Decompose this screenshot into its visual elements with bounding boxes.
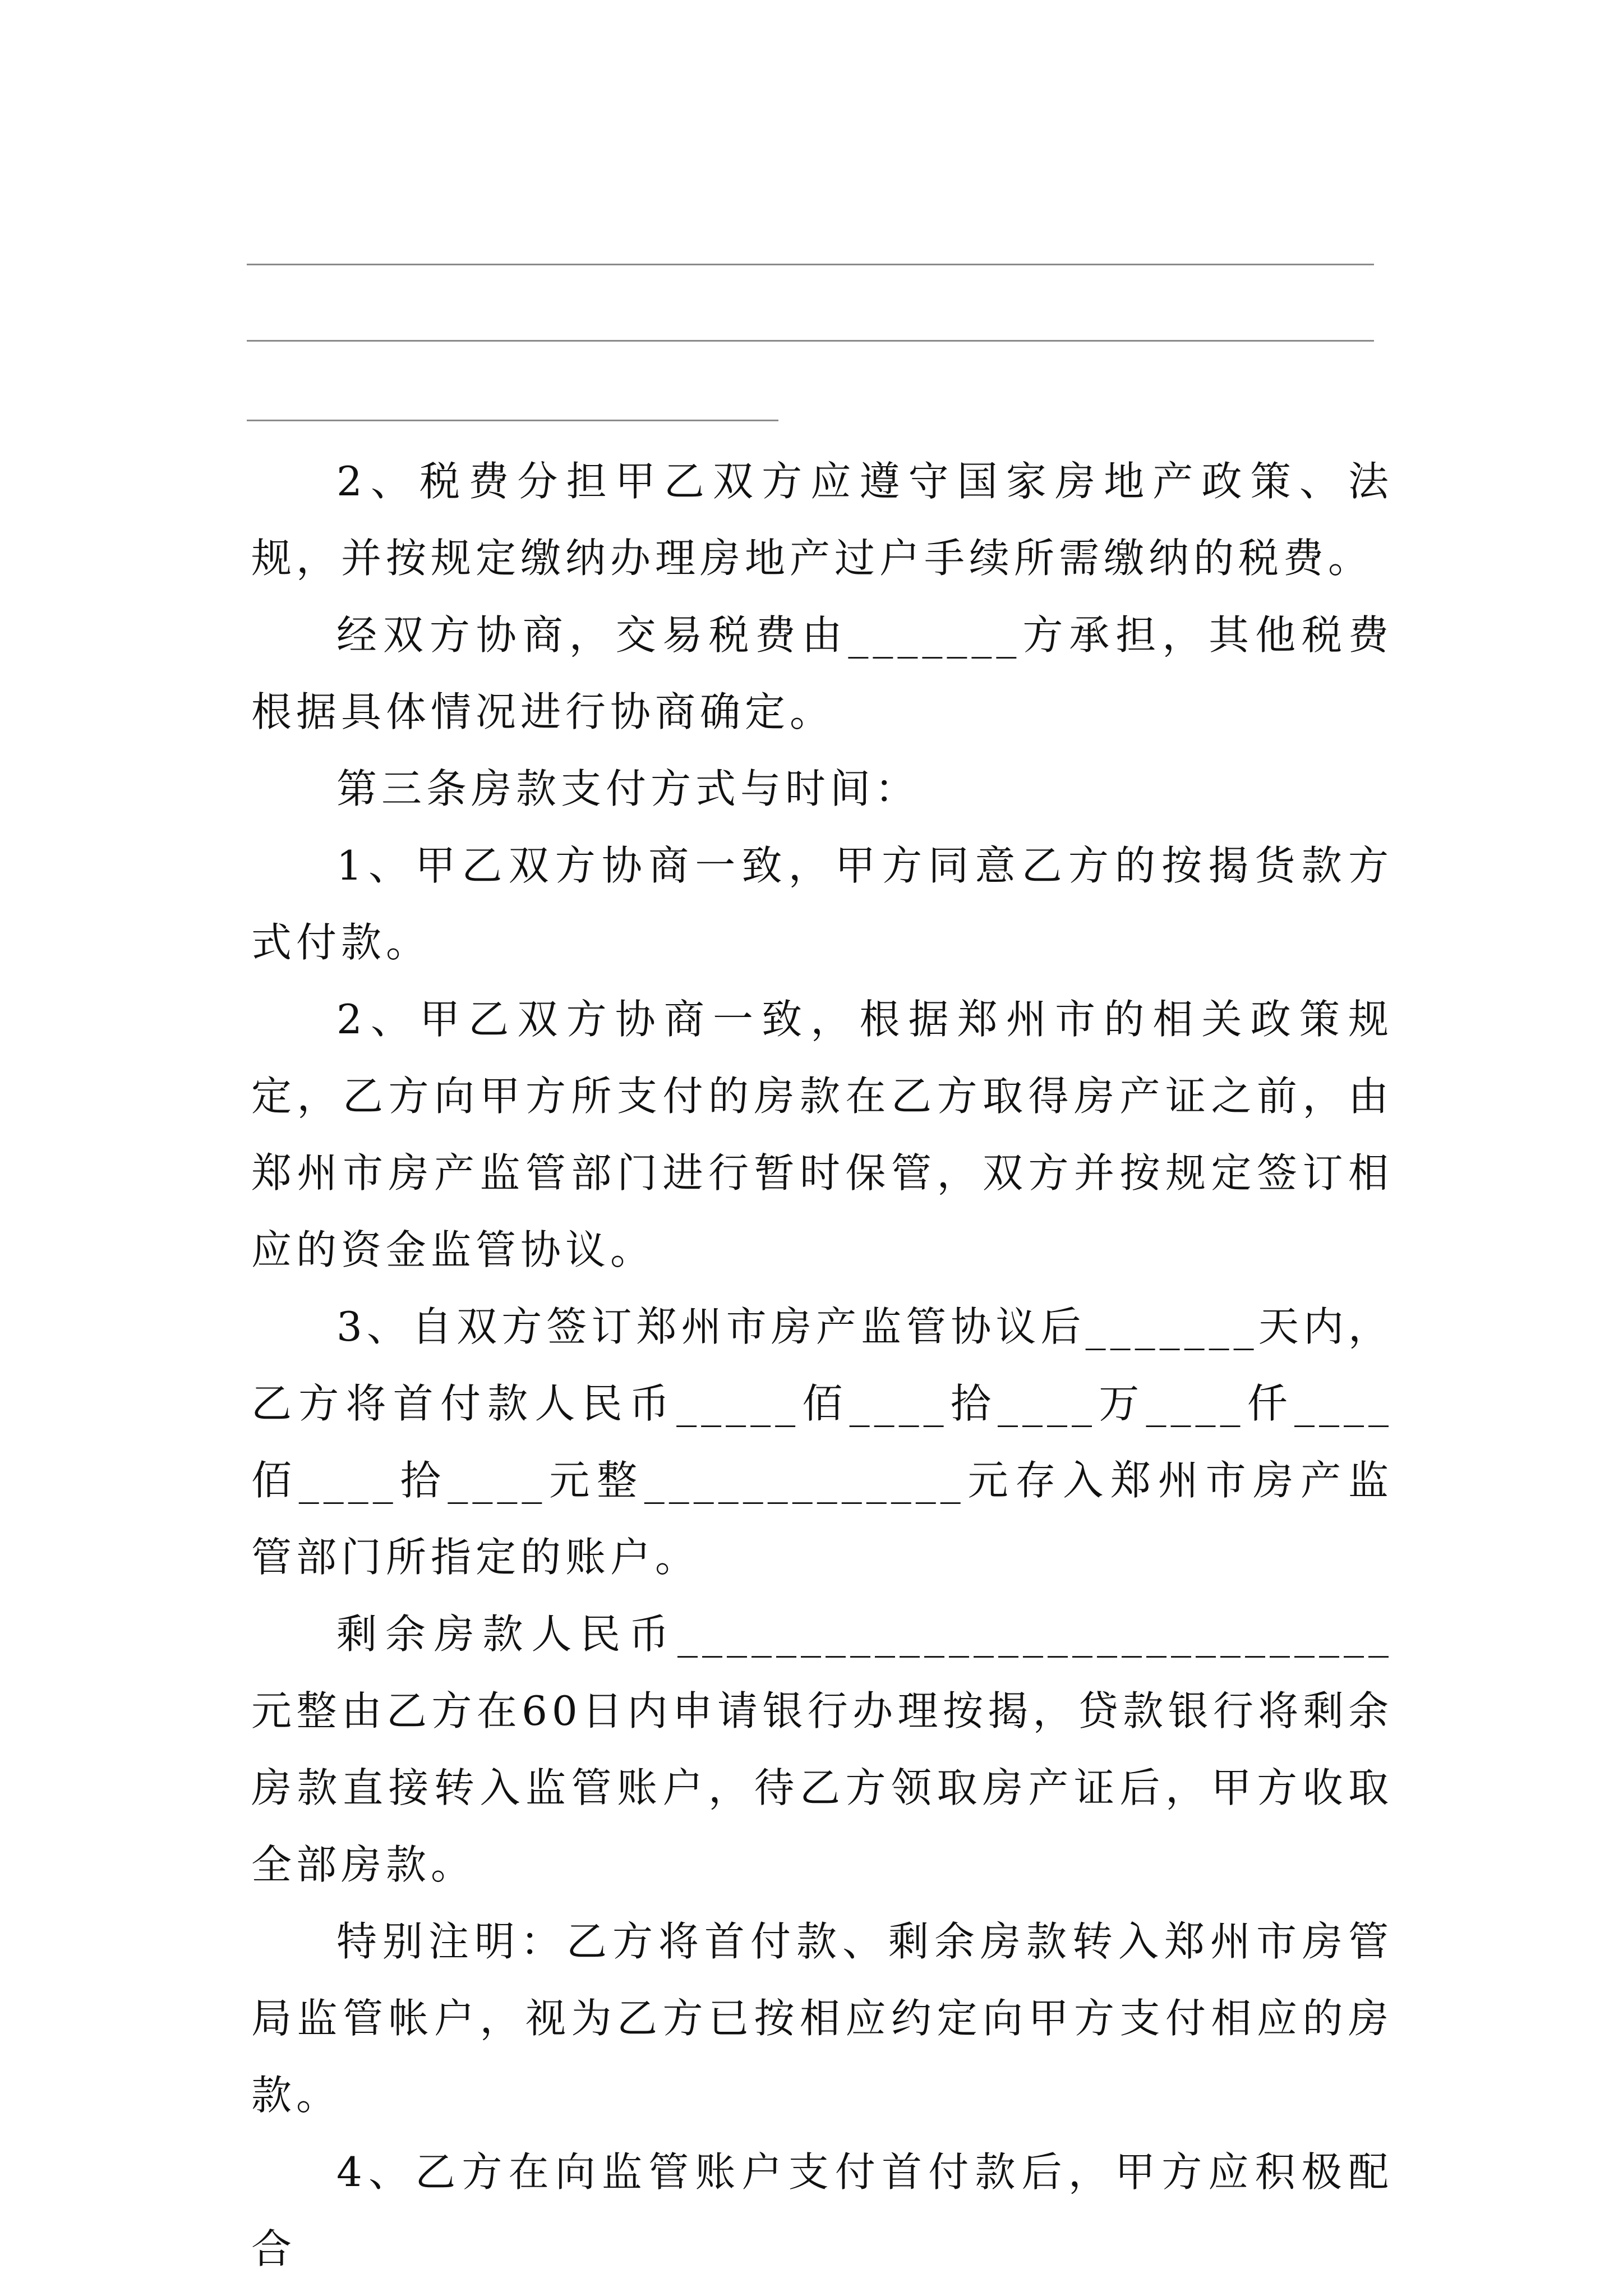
- paragraph-escrow: 2、甲乙双方协商一致，根据郑州市的相关政策规定，乙方向甲方所支付的房款在乙方取得房产证之前，由郑州市房产监管部门进行暂时保管，双方并按规定签订相应的资金监管协议。: [251, 996, 1393, 1273]
- blank-line: [247, 340, 1374, 342]
- blank-line: [247, 264, 1374, 265]
- document-body: [251, 443, 1393, 2288]
- article-heading: 第三条房款支付方式与时间：: [336, 765, 920, 812]
- paragraph-payment-method: 1、甲乙双方协商一致，甲方同意乙方的按揭货款方式付款。: [251, 842, 1393, 966]
- blank-line: [247, 420, 778, 421]
- paragraph-seller-cooperation: 4、乙方在向监管账户支付首付款后，甲方应积极配合: [251, 2148, 1393, 2272]
- paragraph-down-payment: 3、自双方签订郑州市房产监管协议后_______天内，乙方将首付款人民币_____佰____拾____万____仟____佰____拾____元整_____________元存入郑州市房产监管部门所指定的账户。: [251, 1303, 1393, 1581]
- paragraph-special-note: 特别注明：乙方将首付款、剩余房款转入郑州市房管局监管帐户，视为乙方已按相应约定向甲方支付相应的房款。: [251, 1918, 1393, 2119]
- paragraph-remaining-payment: 剩余房款人民币_____________________________元整由乙方在60日内申请银行办理按揭，贷款银行将剩余房款直接转入监管账户，待乙方领取房产证后，甲方收取全部房款。: [251, 1611, 1393, 1888]
- paragraph-tax-sharing: 2、税费分担甲乙双方应遵守国家房地产政策、法规，并按规定缴纳办理房地产过户手续所需缴纳的税费。: [251, 458, 1393, 582]
- paragraph-tax-negotiation: 经双方协商，交易税费由_______方承担，其他税费根据具体情况进行协商确定。: [251, 611, 1393, 735]
